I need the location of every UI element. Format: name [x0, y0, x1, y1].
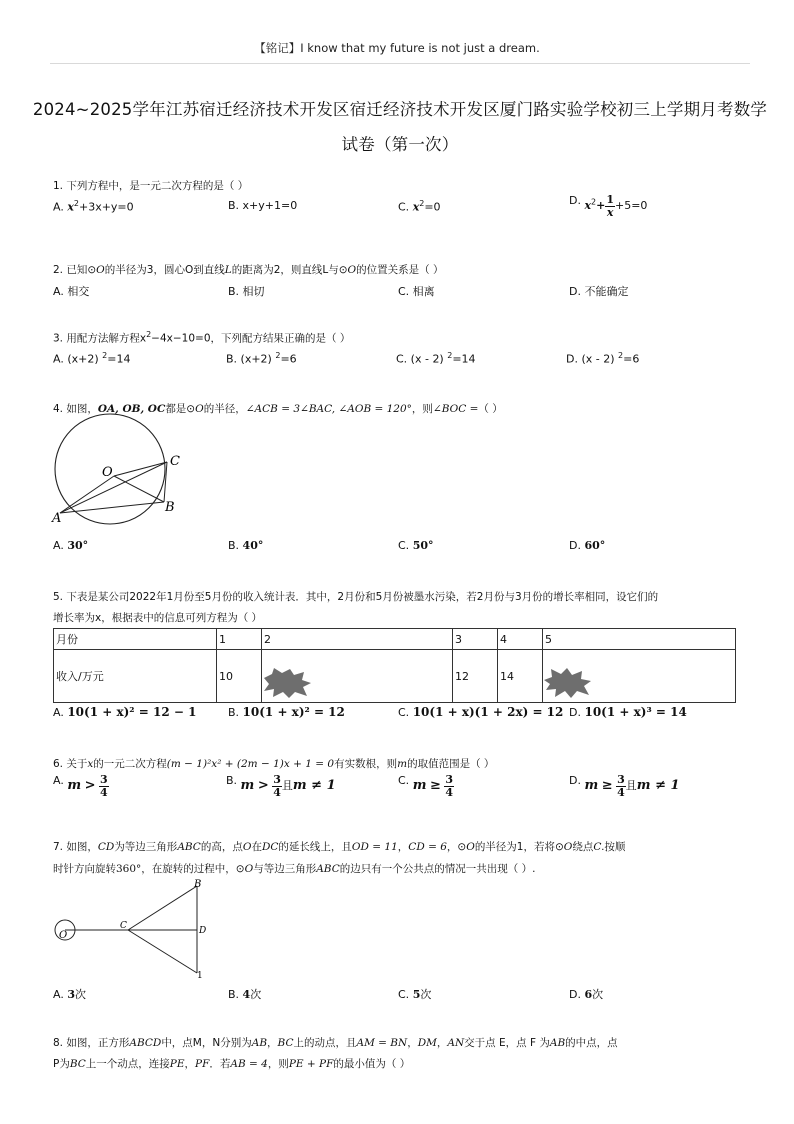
q7-label-d: D [199, 926, 207, 936]
table-cell [262, 650, 453, 703]
table-row [54, 650, 736, 703]
q7-option-b[interactable]: B. 4次 [228, 988, 262, 1001]
q2-option-c[interactable]: C. 相离 [398, 285, 435, 298]
q7-label-a: 1 [197, 971, 203, 981]
table-row [54, 629, 736, 650]
table-cell: 收入/万元 [54, 650, 217, 703]
q6-option-a[interactable]: A. m > $\frac{3}{4}$ [53, 773, 108, 799]
table-cell: 5 [543, 629, 736, 650]
q4-line-oc [114, 462, 167, 476]
q6-option-c[interactable]: C. m ≥ $\frac{3}{4}$ [398, 773, 454, 799]
q4-option-c[interactable]: C. 50° [398, 539, 434, 552]
q5-option-b[interactable]: B. 10(1 + x)² = 12 [228, 705, 345, 719]
table-cell: 1 [217, 629, 262, 650]
q5-stem-line2: 增长率为x，根据表中的信息可列方程为（ ） [53, 612, 263, 624]
q7-stem-line1: 7. 如图，CD为等边三角形ABC的高，点O在DC的延长线上，且OD = 11，CD = 6，⊙O的半径为1，若将⊙O绕点C.按顺 [53, 841, 626, 853]
q7-option-a[interactable]: A. 3次 [53, 988, 86, 1001]
q4-option-b[interactable]: B. 40° [228, 539, 264, 552]
q7-label-o: O [59, 930, 68, 941]
q3-option-a[interactable]: A. (x+2) $^2$=14 [53, 351, 131, 366]
q4-line-ob [114, 476, 164, 502]
q4-label-b: B [165, 500, 175, 515]
exam-title-line1: 2024~2025学年江苏宿迁经济技术开发区宿迁经济技术开发区厦门路实验学校初三上学期月考数学 [32, 100, 768, 119]
header-motto: 【铭记】I know that my future is not just a dream. [254, 41, 540, 55]
q4-circle-figure [50, 418, 190, 528]
q4-line-ab [60, 502, 164, 513]
q5-option-a[interactable]: A. 10(1 + x)² = 12 − 1 [53, 705, 197, 719]
table-cell: 4 [498, 629, 543, 650]
q5-income-table [53, 628, 736, 703]
q7-option-c[interactable]: C. 5次 [398, 988, 432, 1001]
q3-option-c[interactable]: C. (x - 2) $^2$=14 [396, 351, 476, 366]
table-cell: 月份 [54, 629, 217, 650]
q7-line-cb [128, 886, 197, 930]
q6-stem: 6. 关于x的一元二次方程(m − 1)²x² + (2m − 1)x + 1 = 0有实数根，则m的取值范围是（ ） [53, 758, 495, 770]
q1-option-b[interactable]: B. x+y+1=0 [228, 199, 298, 212]
q6-option-b[interactable]: B. m > $\frac{3}{4}$ 且m ≠ 1 [226, 773, 336, 799]
q4-stem: 4. 如图，OA, OB, OC都是⊙O的半径，∠ACB = 3∠BAC, ∠AOB = 120°，则∠BOC =（ ） [53, 403, 503, 415]
q1-stem: 1. 下列方程中，是一元二次方程的是（ ） [53, 180, 249, 192]
table-cell: 3 [453, 629, 498, 650]
q7-stem-line2: 时针方向旋转360°，在旋转的过程中，⊙O与等边三角形ABC的边只有一个公共点的情况一共出现（ ）. [53, 863, 536, 875]
ink-stain-icon [262, 668, 312, 698]
q1-option-d[interactable]: D. $x^2+$ $\frac{1}{x}$ +5=0 [569, 193, 648, 219]
q2-option-d[interactable]: D. 不能确定 [569, 285, 629, 298]
ink-stain-icon [543, 668, 593, 698]
table-cell: 14 [498, 650, 543, 703]
q4-line-oa [60, 476, 114, 513]
q1-option-a[interactable]: A. $x^2+3x+y=0$ [53, 199, 134, 214]
q4-option-a[interactable]: A. 30° [53, 539, 89, 552]
q2-option-b[interactable]: B. 相切 [228, 285, 265, 298]
q7-label-b: B [194, 879, 202, 890]
q3-stem: 3. 用配方法解方程$x^2-4x-10=0$，下列配方结果正确的是（ ） [53, 330, 351, 345]
q8-stem-line2: P为BC上一个动点，连接PE，PF．若AB = 4，则PE + PF的最小值为（ ） [53, 1058, 411, 1070]
q4-label-c: C [170, 454, 180, 469]
q3-option-b[interactable]: B. (x+2) $^2$=6 [226, 351, 297, 366]
table-cell: 12 [453, 650, 498, 703]
header-divider [50, 63, 750, 64]
table-cell [543, 650, 736, 703]
exam-title-line2: 试卷（第一次） [341, 135, 459, 154]
table-cell: 2 [262, 629, 453, 650]
q7-option-d[interactable]: D. 6次 [569, 988, 604, 1001]
q1-option-c[interactable]: C. $x^2=0$ [398, 199, 441, 214]
q7-triangle-figure [50, 876, 220, 980]
q4-label-o: O [102, 465, 113, 480]
q3-option-d[interactable]: D. (x - 2) $^2$=6 [566, 351, 640, 366]
q4-option-d[interactable]: D. 60° [569, 539, 606, 552]
table-cell: 10 [217, 650, 262, 703]
q6-option-d[interactable]: D. m ≥ $\frac{3}{4}$ 且m ≠ 1 [569, 773, 680, 799]
q2-option-a[interactable]: A. 相交 [53, 285, 90, 298]
q7-line-ca [128, 930, 197, 973]
q8-stem-line1: 8. 如图，正方形ABCD中，点M，N分别为AB，BC上的动点，且AM = BN，DM，AN交于点 E，点 F 为AB的中点，点 [53, 1037, 618, 1049]
q2-stem: 2. 已知⊙O的半径为3，圆心O到直线L的距离为2，则直线L与⊙O的位置关系是（ ） [53, 264, 444, 276]
q5-option-c[interactable]: C. 10(1 + x)(1 + 2x) = 12 [398, 705, 564, 719]
q7-label-c: C [120, 921, 127, 931]
q5-stem-line1: 5. 下表是某公司2022年1月份至5月份的收入统计表．其中，2月份和5月份被墨水污染，若2月份与3月份的增长率相同，设它们的 [53, 591, 659, 603]
q5-option-d[interactable]: D. 10(1 + x)³ = 14 [569, 705, 687, 719]
q4-label-a: A [52, 511, 62, 526]
